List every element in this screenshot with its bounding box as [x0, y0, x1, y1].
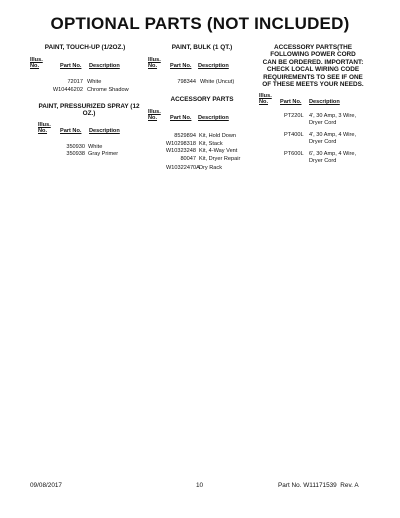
table-row: 8529894 Kit, Hold Down [174, 133, 236, 140]
table-row: W10298318 Kit, Stack [165, 140, 223, 147]
table-row: 350938 Gray Primer [66, 151, 119, 158]
section-title-accessory: ACCESSORY PARTS [170, 96, 234, 103]
table-row: 350930 White [66, 143, 103, 150]
footer-page-number: 10 [196, 482, 204, 489]
table-row: 72017 White [67, 79, 102, 86]
table-row: W10446202 Chrome Shadow [52, 86, 129, 93]
column-bulk [148, 44, 256, 87]
table-row: 798344 White (Uncut) [177, 79, 235, 86]
table-header: Illus. No. Part No. Description [148, 109, 229, 122]
table-row: W10323248 Kit, 4-Way Vent [165, 148, 238, 155]
column-touchup [30, 44, 140, 94]
page-title: OPTIONAL PARTS (NOT INCLUDED) [50, 14, 350, 33]
table-row: PT600L 6', 30 Amp, 4 Wire, Dryer Cord [284, 151, 357, 164]
column-part-no: Part No. [60, 63, 82, 70]
section-title-pressurized: PAINT, PRESSURIZED SPRAY (12 OZ.) [38, 103, 140, 118]
table-row: W10322470A Dry Rack [166, 165, 222, 172]
section-title-touchup: PAINT, TOUCH-UP (1/2OZ.) [44, 44, 126, 51]
table-header: Illus. No. Part No. Description [259, 93, 340, 106]
section-title-bulk: PAINT, BULK (1 QT.) [171, 44, 233, 51]
table-row: 80047 Kit, Dryer Repair [180, 155, 241, 162]
table-header: Illus. No. Part No. Description [30, 57, 120, 70]
table-row: PT400L 4', 30 Amp, 4 Wire, Dryer Cord [284, 132, 357, 145]
column-description: Description [89, 63, 120, 70]
column-accessory [148, 96, 256, 173]
table-row: PT220L 4', 30 Amp, 3 Wire, Dryer Cord [284, 113, 357, 126]
footer-part-number: Part No. W11171539 Rev. A [278, 482, 359, 489]
column-power-cord [257, 44, 369, 167]
table-header: Illus. No. Part No. Description [38, 121, 120, 134]
section-title-power-cord: ACCESSORY PARTS(THE FOLLOWING POWER CORD CAN BE ORDERED. IMPORTANT: CHECK LOCAL WIRING CODE REQUIREMENTS TO SEE IF ONE OF THESE MEETS YOUR NEEDS. [262, 44, 364, 89]
footer-date: 09/08/2017 [30, 482, 62, 489]
column-pressurized [30, 103, 148, 159]
table-header: Illus. No. Part No. Description [148, 57, 229, 70]
